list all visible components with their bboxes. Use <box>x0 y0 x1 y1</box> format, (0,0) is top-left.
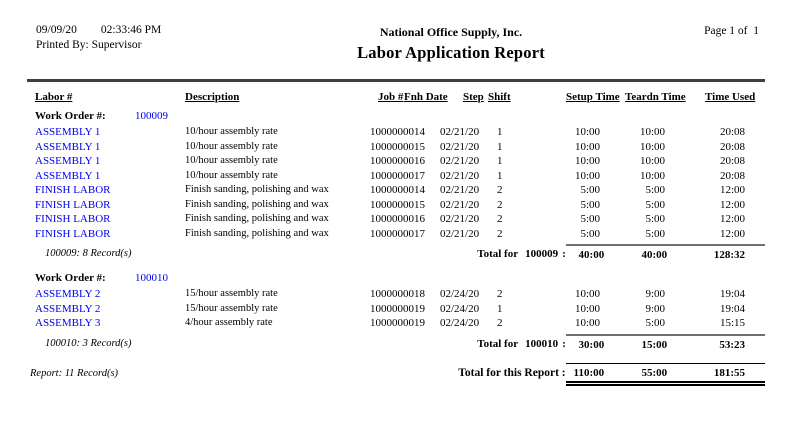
job-number-cell: 1000000016 <box>370 213 425 225</box>
job-number-cell: 1000000018 <box>370 288 425 300</box>
group-total-row <box>27 244 765 261</box>
work-order-groups <box>27 108 765 351</box>
fnh-date-cell: 02/24/20 <box>440 302 480 315</box>
group-record-count: 100010: 3 Record(s) <box>45 337 132 349</box>
labor-number-link[interactable]: FINISH LABOR <box>35 184 111 196</box>
labor-number-link[interactable]: ASSEMBLY 3 <box>35 317 101 329</box>
labor-number-link[interactable]: ASSEMBLY 1 <box>35 155 101 167</box>
fnh-date-cell: 02/21/20 <box>440 184 480 196</box>
job-number-cell: 1000000015 <box>370 140 425 153</box>
setup-time-cell: 5:00 <box>580 198 600 211</box>
fnh-date-cell: 02/21/20 <box>440 155 480 167</box>
labor-number-link[interactable]: ASSEMBLY 1 <box>35 140 101 153</box>
print-time: 02:33:46 PM <box>100 24 162 36</box>
step-cell: 1 <box>497 155 503 167</box>
job-number-cell: 1000000017 <box>370 227 425 240</box>
work-order-row <box>27 108 765 125</box>
group-total-label <box>297 334 566 351</box>
description-cell: 15/hour assembly rate <box>185 288 278 299</box>
setup-time-cell: 10:00 <box>574 126 600 138</box>
description-cell: Finish sanding, polishing and wax <box>185 227 329 239</box>
shift-cell <box>512 140 560 155</box>
fnh-date-cell: 02/21/20 <box>440 126 480 138</box>
labor-rows <box>27 287 765 331</box>
teardn-time-cell: 5:00 <box>645 184 665 196</box>
labor-rows <box>27 125 765 241</box>
teardn-time-cell: 9:00 <box>645 302 665 315</box>
labor-number-link[interactable]: ASSEMBLY 2 <box>35 288 101 300</box>
job-number-cell: 1000000017 <box>370 169 425 182</box>
description-cell: 10/hour assembly rate <box>185 140 278 152</box>
labor-row <box>27 183 765 198</box>
labor-number-link[interactable]: ASSEMBLY 2 <box>35 302 101 315</box>
teardn-time-cell: 5:00 <box>645 317 665 329</box>
step-cell: 1 <box>497 169 503 182</box>
column-header-labor: Labor # <box>35 91 73 103</box>
report-total-setup: 110:00 <box>566 363 617 386</box>
description-cell: 4/hour assembly rate <box>185 317 273 328</box>
time-used-cell: 12:00 <box>719 227 745 240</box>
labor-row <box>27 302 765 317</box>
fnh-date-cell: 02/21/20 <box>440 140 480 153</box>
job-number-cell: 1000000019 <box>370 317 425 329</box>
column-header-fnh-date: Fnh Date <box>404 91 448 103</box>
labor-row <box>27 198 765 213</box>
total-colon-text: : <box>562 248 566 260</box>
step-cell: 2 <box>497 317 503 329</box>
description-cell: 10/hour assembly rate <box>185 126 278 137</box>
labor-number-link[interactable]: ASSEMBLY 1 <box>35 169 101 182</box>
group-total-setup: 30:00 <box>566 334 617 351</box>
group-total-teardn: 15:00 <box>617 334 692 351</box>
labor-row <box>27 287 765 302</box>
time-used-cell: 15:15 <box>719 317 745 329</box>
column-header-description: Description <box>185 91 240 103</box>
group-record-count: 100009: 8 Record(s) <box>45 248 132 259</box>
column-header-time-used: Time Used <box>705 91 756 103</box>
labor-number-link[interactable]: FINISH LABOR <box>35 213 111 225</box>
job-number-cell: 1000000014 <box>370 184 425 196</box>
time-used-cell: 12:00 <box>719 213 745 225</box>
teardn-time-cell: 10:00 <box>639 169 665 182</box>
setup-time-cell: 10:00 <box>574 288 600 300</box>
labor-row <box>27 227 765 242</box>
time-used-cell: 19:04 <box>719 288 745 300</box>
teardn-time-cell: 10:00 <box>639 155 665 167</box>
work-order-group <box>27 108 765 261</box>
shift-cell <box>512 302 560 317</box>
setup-time-cell: 10:00 <box>574 140 600 153</box>
fnh-date-cell: 02/21/20 <box>440 198 480 211</box>
shift-cell <box>512 212 560 227</box>
group-total-teardn: 40:00 <box>617 244 692 261</box>
work-order-label: Work Order #: <box>35 272 106 284</box>
printed-by: Printed By: Supervisor <box>36 39 142 51</box>
time-used-cell: 20:08 <box>719 169 745 182</box>
header-center <box>277 24 625 63</box>
step-cell: 2 <box>497 213 503 225</box>
job-number-cell: 1000000016 <box>370 155 425 167</box>
report-total-row <box>27 363 765 386</box>
work-order-number-link[interactable]: 100009 <box>135 110 168 122</box>
column-header-job: Job # <box>378 91 404 103</box>
time-used-cell: 20:08 <box>719 140 745 153</box>
setup-time-cell: 10:00 <box>574 169 600 182</box>
labor-number-link[interactable]: FINISH LABOR <box>35 198 111 211</box>
fnh-date-cell: 02/24/20 <box>440 317 480 329</box>
description-cell: Finish sanding, polishing and wax <box>185 213 329 224</box>
shift-cell <box>512 287 560 302</box>
step-cell: 2 <box>497 288 503 300</box>
report-title: Labor Application Report <box>357 43 545 62</box>
page-number: Page 1 of 1 <box>704 25 759 37</box>
fnh-date-cell: 02/21/20 <box>440 213 480 225</box>
report-header <box>27 24 765 63</box>
column-header-step: Step <box>463 91 484 103</box>
fnh-date-cell: 02/24/20 <box>440 288 480 300</box>
step-cell: 1 <box>497 302 503 315</box>
labor-row <box>27 169 765 184</box>
work-order-group <box>27 270 765 351</box>
teardn-time-cell: 5:00 <box>645 198 665 211</box>
print-date: 09/09/20 <box>36 24 77 36</box>
shift-cell <box>512 198 560 213</box>
step-cell: 1 <box>497 126 503 138</box>
time-used-cell: 20:08 <box>719 126 745 138</box>
job-number-cell: 1000000019 <box>370 302 425 315</box>
setup-time-cell: 10:00 <box>574 155 600 167</box>
description-cell: 15/hour assembly rate <box>185 302 278 314</box>
setup-time-cell: 5:00 <box>580 227 600 240</box>
time-used-cell: 12:00 <box>719 184 745 196</box>
teardn-time-cell: 5:00 <box>645 213 665 225</box>
column-header-shift: Shift <box>488 91 511 103</box>
header-left <box>27 24 277 63</box>
teardn-time-cell: 10:00 <box>639 126 665 138</box>
shift-cell <box>512 154 560 169</box>
shift-cell <box>512 169 560 184</box>
setup-time-cell: 10:00 <box>574 317 600 329</box>
report-record-count: Report: 11 Record(s) <box>30 367 119 379</box>
teardn-time-cell: 5:00 <box>645 227 665 240</box>
job-number-cell: 1000000014 <box>370 126 425 138</box>
teardn-time-cell: 10:00 <box>639 140 665 153</box>
total-colon-text: : <box>562 337 566 350</box>
column-header-setup-time: Setup Time <box>566 91 620 103</box>
step-cell: 1 <box>497 140 503 153</box>
total-for-text: Total for <box>477 337 519 350</box>
group-total-time-used: 53:23 <box>692 334 765 351</box>
group-total-work-order: 100010 <box>525 337 559 350</box>
date-time-line <box>36 24 277 36</box>
shift-cell <box>512 125 560 140</box>
work-order-label: Work Order #: <box>35 110 106 122</box>
time-used-cell: 20:08 <box>719 155 745 167</box>
fnh-date-cell: 02/21/20 <box>440 169 480 182</box>
labor-number-link[interactable]: ASSEMBLY 1 <box>35 126 101 138</box>
work-order-row <box>27 270 765 287</box>
labor-row <box>27 140 765 155</box>
company-name: National Office Supply, Inc. <box>379 25 523 39</box>
fnh-date-cell: 02/21/20 <box>440 227 480 240</box>
description-cell: Finish sanding, polishing and wax <box>185 184 329 195</box>
description-cell: 10/hour assembly rate <box>185 169 278 181</box>
report-total-time-used: 181:55 <box>692 363 765 386</box>
time-used-cell: 12:00 <box>719 198 745 211</box>
work-order-number-link[interactable]: 100010 <box>135 272 168 284</box>
step-cell: 2 <box>497 227 503 240</box>
group-total-work-order: 100009 <box>525 248 559 260</box>
header-divider <box>27 79 765 82</box>
labor-row <box>27 154 765 169</box>
labor-row <box>27 212 765 227</box>
report-total-teardn: 55:00 <box>617 363 692 386</box>
step-cell: 2 <box>497 184 503 196</box>
shift-cell <box>512 183 560 198</box>
labor-row <box>27 316 765 331</box>
group-total-label <box>297 244 566 261</box>
shift-cell <box>512 316 560 331</box>
description-cell: 10/hour assembly rate <box>185 155 278 166</box>
group-total-setup: 40:00 <box>566 244 617 261</box>
total-for-text: Total for <box>477 248 519 260</box>
group-total-row <box>27 334 765 351</box>
column-header-row <box>27 89 765 108</box>
column-header-teardn-time: Teardn Time <box>625 91 686 103</box>
job-number-cell: 1000000015 <box>370 198 425 211</box>
labor-row <box>27 125 765 140</box>
step-cell: 2 <box>497 198 503 211</box>
shift-cell <box>512 227 560 242</box>
setup-time-cell: 5:00 <box>580 213 600 225</box>
report-total-label: Total for this Report : <box>458 366 566 379</box>
setup-time-cell: 10:00 <box>574 302 600 315</box>
group-total-time-used: 128:32 <box>692 244 765 261</box>
labor-number-link[interactable]: FINISH LABOR <box>35 227 111 240</box>
description-cell: Finish sanding, polishing and wax <box>185 198 329 210</box>
teardn-time-cell: 9:00 <box>645 288 665 300</box>
setup-time-cell: 5:00 <box>580 184 600 196</box>
time-used-cell: 19:04 <box>719 302 745 315</box>
